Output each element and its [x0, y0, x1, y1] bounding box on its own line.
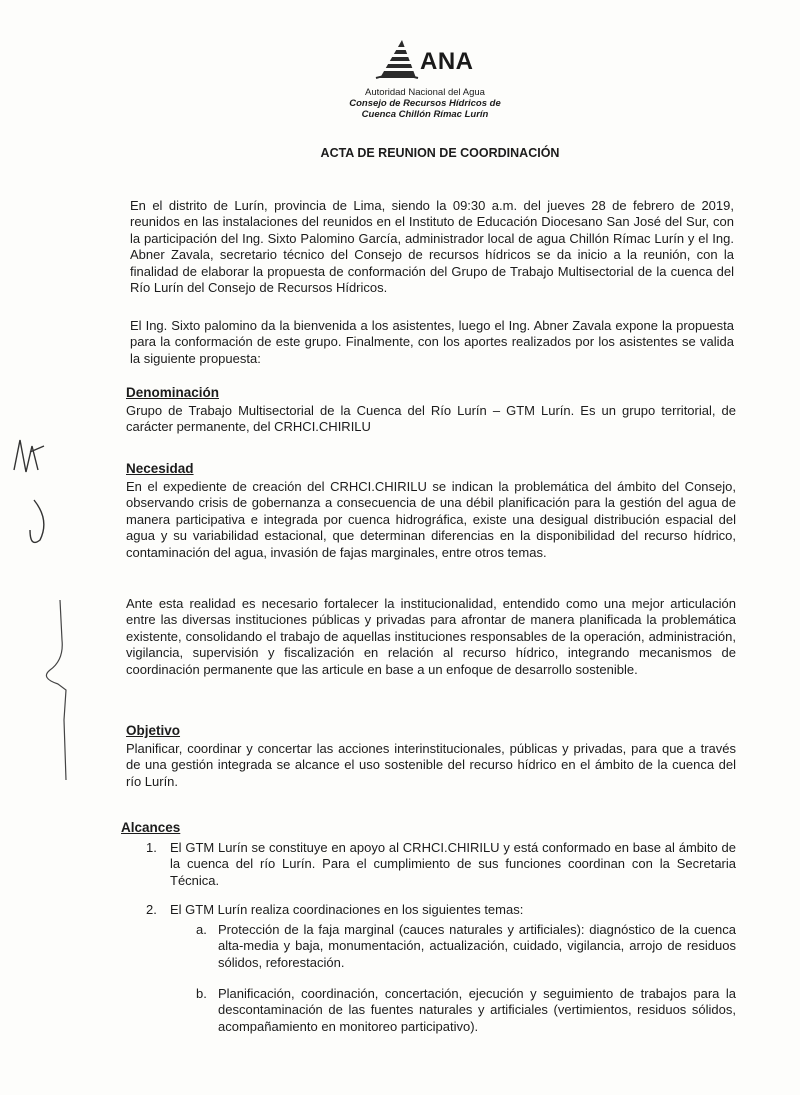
list-number-2: 2. — [146, 902, 157, 917]
handwritten-initials-top — [14, 440, 44, 542]
section-heading-alcances: Alcances — [121, 820, 181, 835]
org-name: Autoridad Nacional del Agua — [365, 87, 485, 98]
section-heading-denominacion: Denominación — [126, 385, 220, 400]
council-name-line2: Cuenca Chillón Rímac Lurín — [361, 109, 489, 120]
sublist-letter-b: b. — [196, 986, 207, 1001]
list-number-1: 1. — [146, 840, 157, 855]
sublist-item-b: Planificación, coordinación, concertación, ejecución y seguimiento de trabajos para la descontaminación de las fuentes naturales y artificiales (vertimientos, residuos sólidos, acompañamiento en monitoreo participativo). — [218, 986, 736, 1034]
council-name-line1: Consejo de Recursos Hídricos de — [349, 98, 501, 109]
section-heading-objetivo: Objetivo — [126, 723, 181, 738]
section-body-necesidad-2: Ante esta realidad es necesario fortalecer la institucionalidad, entendido como una mejor articulación entre las diversas instituciones públicas y privadas para afrontar de manera planificada la problemática existente, consolidando el trabajo de aquellas instituciones responsables de la operación, administración, vigilancia, supervisión y fiscalización en relación al recurso hídrico, integrando mecanismos de coordinación permanente que las articule en base a un enfoque de desarrollo sostenible. — [126, 596, 736, 677]
intro-paragraph: En el distrito de Lurín, provincia de Lima, siendo la 09:30 a.m. del jueves 28 de febrero de 2019, reunidos en las instalaciones del reunidos en el Instituto de Educación Diocesano San José del Sur, con la participación del Ing. Sixto Palomino García, administrador local de agua Chillón Rímac Lurín y el Ing. Abner Zavala, secretario técnico del Consejo de recursos hídricos se da inicio a la reunión, con la finalidad de elaborar la propuesta de conformación del Grupo de Trabajo Multisectorial de la cuenca del Río Lurín del Consejo de Recursos Hídricos. — [130, 198, 734, 296]
section-body-denominacion: Grupo de Trabajo Multisectorial de la Cuenca del Río Lurín – GTM Lurín. Es un grupo territorial, de carácter permanente, del CRHCI.CHIRILU — [126, 403, 736, 435]
section-heading-necesidad: Necesidad — [126, 461, 194, 476]
section-body-objetivo: Planificar, coordinar y concertar las acciones interinstitucionales, públicas y privadas, para que a través de una gestión integrada se alcance el uso sostenible del recurso hídrico en el ámbito de la cuenca del río Lurín. — [126, 741, 736, 789]
list-item-1: El GTM Lurín se constituye en apoyo al CRHCI.CHIRILU y está conformado en base al ámbito de la cuenca del río Lurín. Para el cumplimiento de sus funciones coordinan con la Secretaria Técnica. — [170, 840, 736, 888]
logo-text: ANA — [420, 48, 474, 75]
document-title: ACTA DE REUNION DE COORDINACIÓN — [320, 146, 560, 160]
sublist-letter-a: a. — [196, 922, 207, 937]
section-body-necesidad-1: En el expediente de creación del CRHCI.CHIRILU se indican la problemática del ámbito del Consejo, observando crisis de gobernanza a consecuencia de una débil planificación para la gestión del agua de manera participativa e integrada por cuenca hidrográfica, existe una desigual distribución espacial del agua y su variabilidad estacional, que determinan diferencias en la disponibilidad del recurso hídrico, contaminación del agua, invasión de fajas marginales, entre otros temas. — [126, 479, 736, 560]
sublist-item-a: Protección de la faja marginal (cauces naturales y artificiales): diagnóstico de la cuenca alta-media y baja, monumentación, actualización, cuidado, vigilancia, arrojo de residuos sólidos, reforestación. — [218, 922, 736, 970]
handwritten-signature-mid — [46, 600, 66, 780]
list-item-2: El GTM Lurín realiza coordinaciones en los siguientes temas: — [170, 902, 524, 917]
welcome-paragraph: El Ing. Sixto palomino da la bienvenida a los asistentes, luego el Ing. Abner Zavala expone la propuesta para la conformación de este grupo. Finalmente, con los aportes realizados por los asistentes se valida la siguiente propuesta: — [130, 318, 734, 366]
